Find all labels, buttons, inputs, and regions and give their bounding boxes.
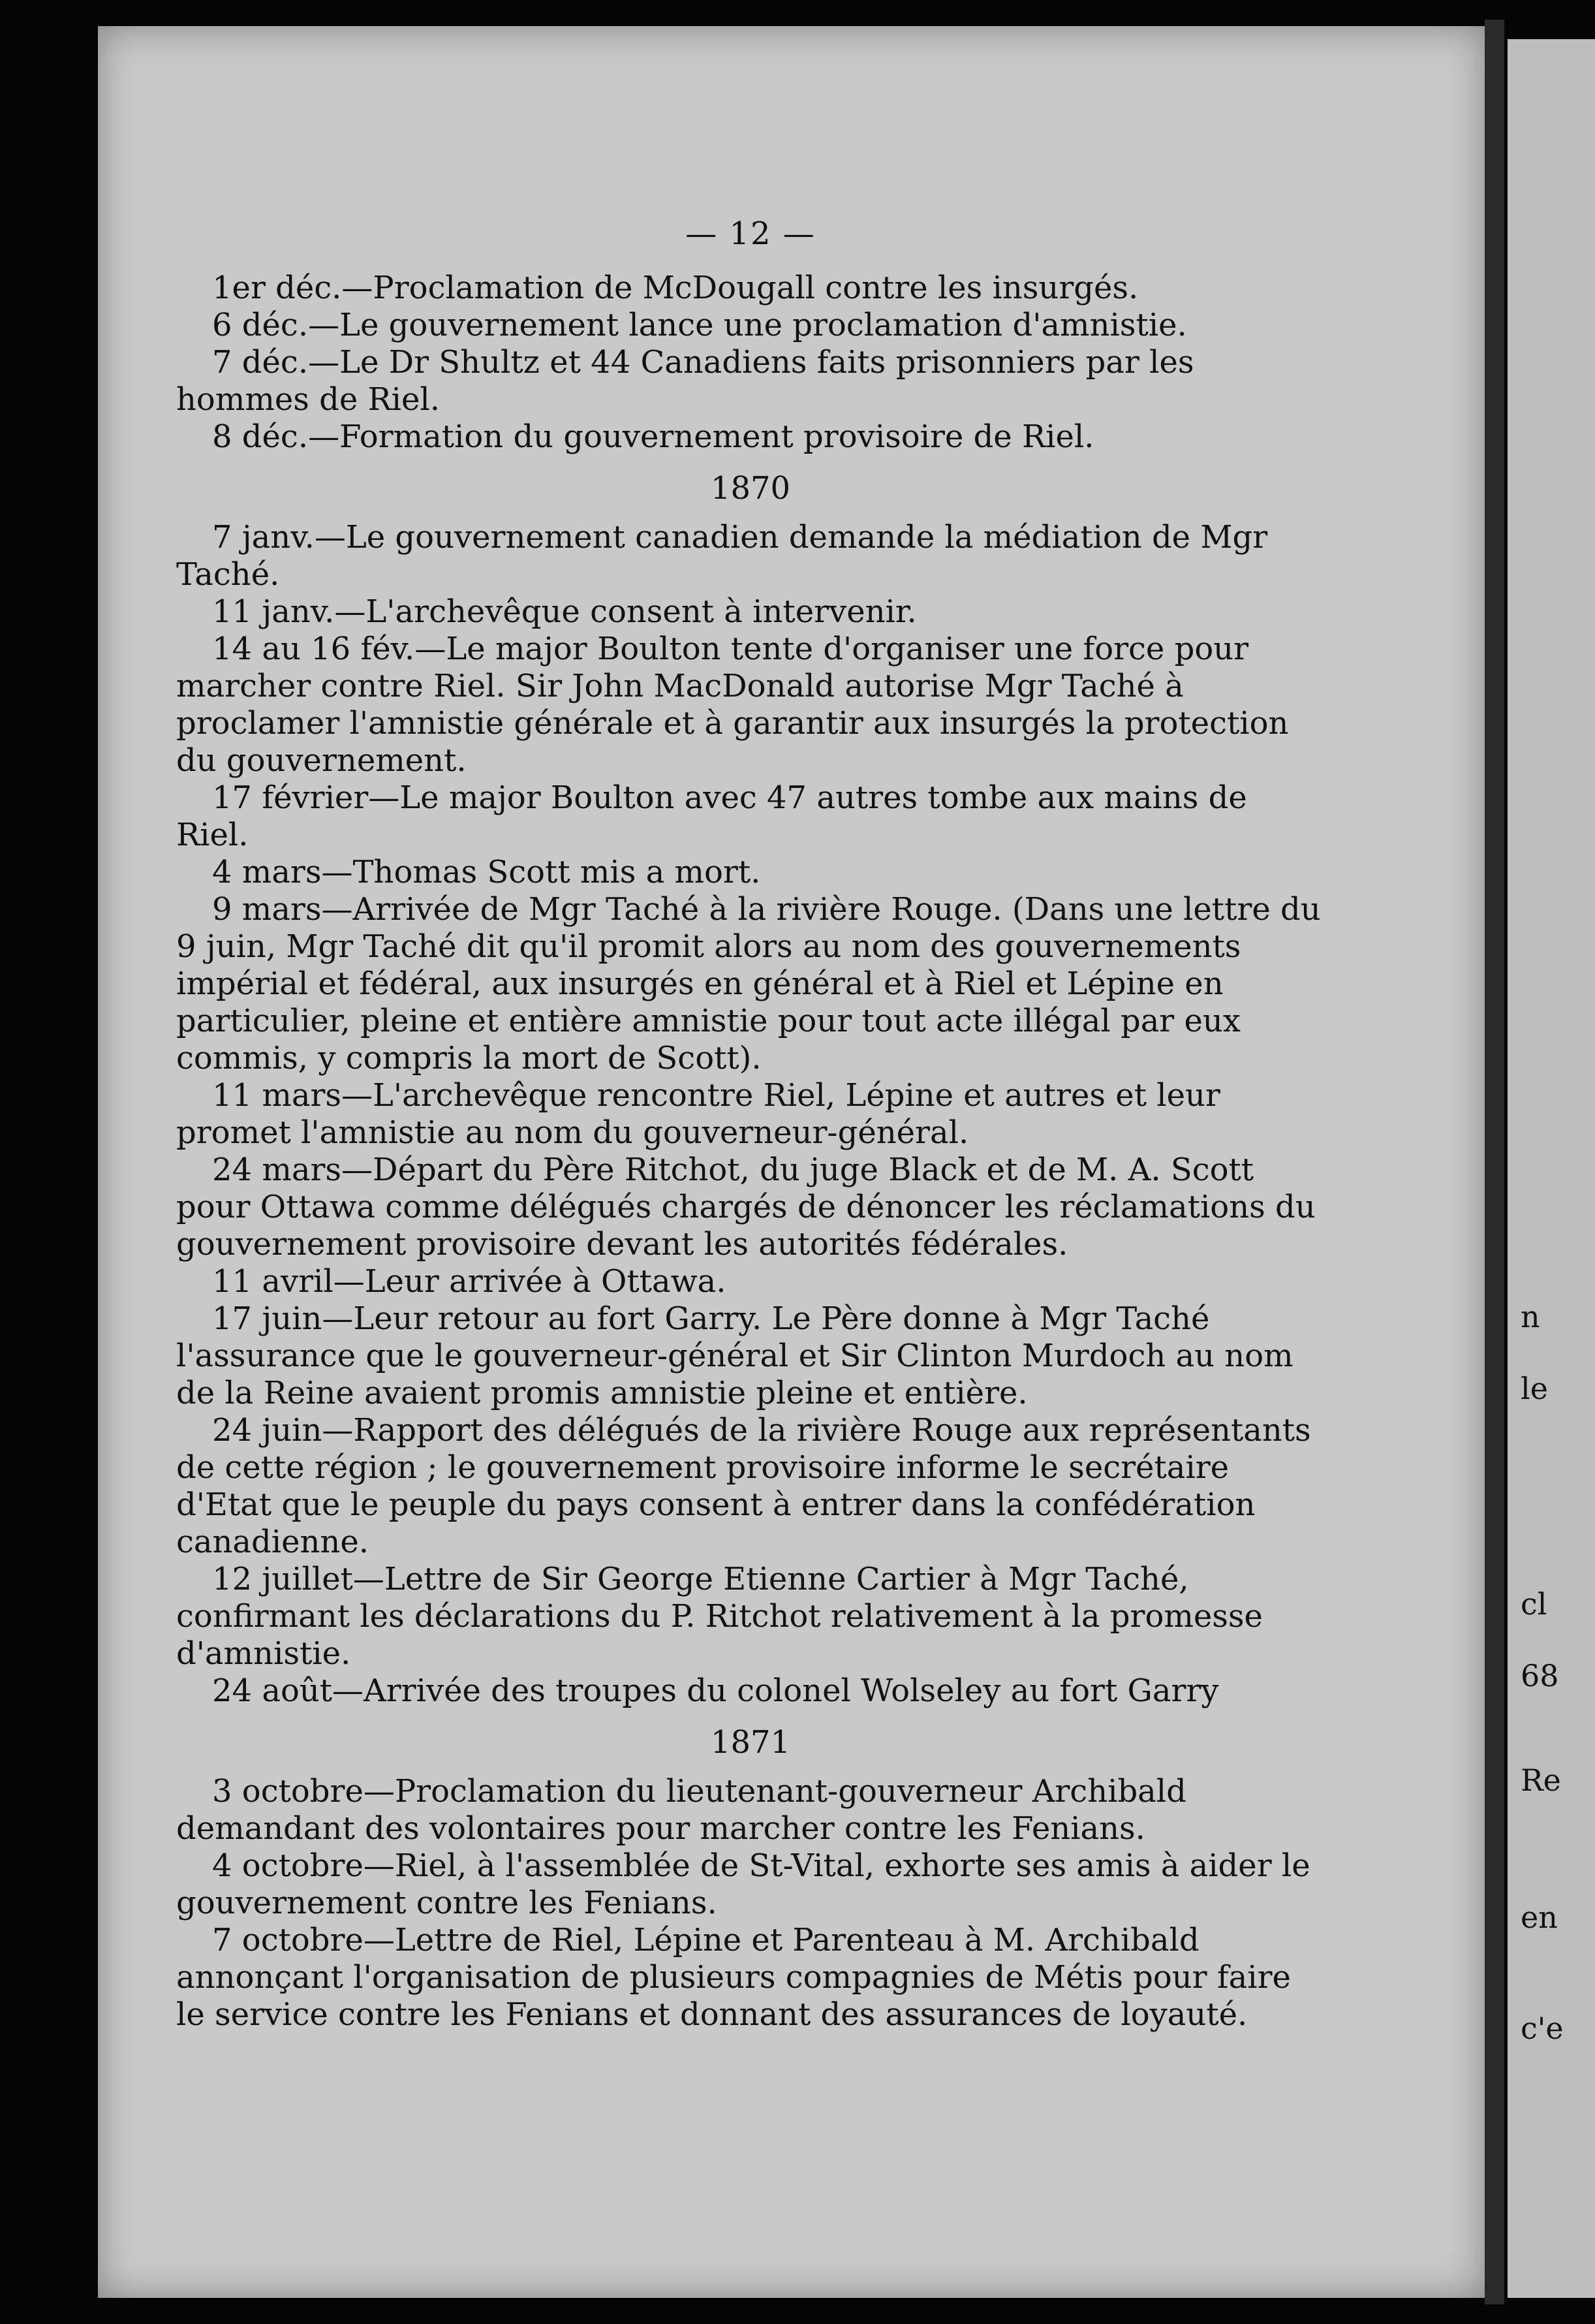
facing-page-fragment: Re: [1521, 1763, 1561, 1798]
chronology-entry: 11 janv.—L'archevêque consent à intervenir.: [212, 593, 917, 630]
page-gutter-shadow: [1485, 20, 1504, 2304]
chronology-entry: 1er déc.—Proclamation de McDougall contre les insurgés.: [212, 270, 1139, 306]
chronology-entry: 4 octobre—Riel, à l'assemblée de St-Vital, exhorte ses amis à aider le gouvernement contre les Fenians.: [176, 1847, 1310, 1921]
chronology-entry: 7 janv.—Le gouvernement canadien demande la médiation de Mgr Taché.: [176, 519, 1268, 593]
chronology-entry: 9 mars—Arrivée de Mgr Taché à la rivière Rouge. (Dans une lettre du 9 juin, Mgr Taché dit qu'il promit alors au nom des gouvernements impérial et fédéral, aux insurgés en général et à Riel et Lépine en particulier, pleine et entière amnistie pour tout acte illégal par eux commis, y compris la mort de Scott).: [176, 891, 1321, 1076]
chronology-entry: 3 octobre—Proclamation du lieutenant-gouverneur Archibald demandant des volontaires pour marcher contre les Fenians.: [176, 1773, 1186, 1847]
year-heading: 1871: [710, 1724, 791, 1761]
chronology-entry: 8 déc.—Formation du gouvernement provisoire de Riel.: [212, 418, 1094, 455]
facing-page-fragment: 68: [1521, 1658, 1559, 1693]
chronology-entry: 6 déc.—Le gouvernement lance une proclamation d'amnistie.: [212, 307, 1187, 343]
facing-page-fragment: en: [1521, 1900, 1558, 1935]
chronology-entry: 17 juin—Leur retour au fort Garry. Le Père donne à Mgr Taché l'assurance que le gouverneur-général et Sir Clinton Murdoch au nom de la Reine avaient promis amnistie pleine et entière.: [176, 1300, 1293, 1411]
chronology-entry: 7 octobre—Lettre de Riel, Lépine et Parenteau à M. Archibald annonçant l'organisation de plusieurs compagnies de Métis pour faire le service contre les Fenians et donnant des assurances de loyauté.: [176, 1922, 1291, 2033]
page-content: [176, 215, 1325, 2034]
facing-page-fragment: le: [1521, 1371, 1548, 1406]
chronology-entry: 24 juin—Rapport des délégués de la rivière Rouge aux représentants de cette région ; le gouvernement provisoire informe le secrétaire d'Etat que le peuple du pays consent à entrer dans la confédération canadienne.: [176, 1412, 1311, 1560]
chronology-entry: 12 juillet—Lettre de Sir George Etienne Cartier à Mgr Taché, confirmant les déclarations du P. Ritchot relativement à la promesse d'amnistie.: [176, 1561, 1263, 1672]
chronology-entry: 17 février—Le major Boulton avec 47 autres tombe aux mains de Riel.: [176, 779, 1247, 853]
chronology-entry: 24 août—Arrivée des troupes du colonel Wolseley au fort Garry: [212, 1672, 1219, 1709]
chronology-entry: 14 au 16 fév.—Le major Boulton tente d'organiser une force pour marcher contre Riel. Sir John MacDonald autorise Mgr Taché à proclamer l'amnistie générale et à garantir aux insurgés la protection du gouvernement.: [176, 631, 1289, 779]
page-number: — 12 —: [685, 215, 816, 252]
facing-page-fragment: n: [1521, 1299, 1540, 1334]
chronology-entry: 24 mars—Départ du Père Ritchot, du juge Black et de M. A. Scott pour Ottawa comme délégués chargés de dénoncer les réclamations du gouvernement provisoire devant les autorités fédérales.: [176, 1152, 1316, 1263]
facing-page: [1508, 39, 1595, 2298]
chronology-entry: 7 déc.—Le Dr Shultz et 44 Canadiens faits prisonniers par les hommes de Riel.: [176, 344, 1194, 418]
facing-page-fragment: cl: [1521, 1586, 1547, 1622]
year-heading: 1870: [710, 470, 791, 507]
chronology-entry: 11 avril—Leur arrivée à Ottawa.: [212, 1263, 726, 1300]
chronology-entry: 4 mars—Thomas Scott mis a mort.: [212, 854, 761, 890]
facing-page-fragment: c'e: [1521, 2011, 1564, 2046]
chronology-entry: 11 mars—L'archevêque rencontre Riel, Lépine et autres et leur promet l'amnistie au nom du gouverneur-général.: [176, 1077, 1220, 1151]
